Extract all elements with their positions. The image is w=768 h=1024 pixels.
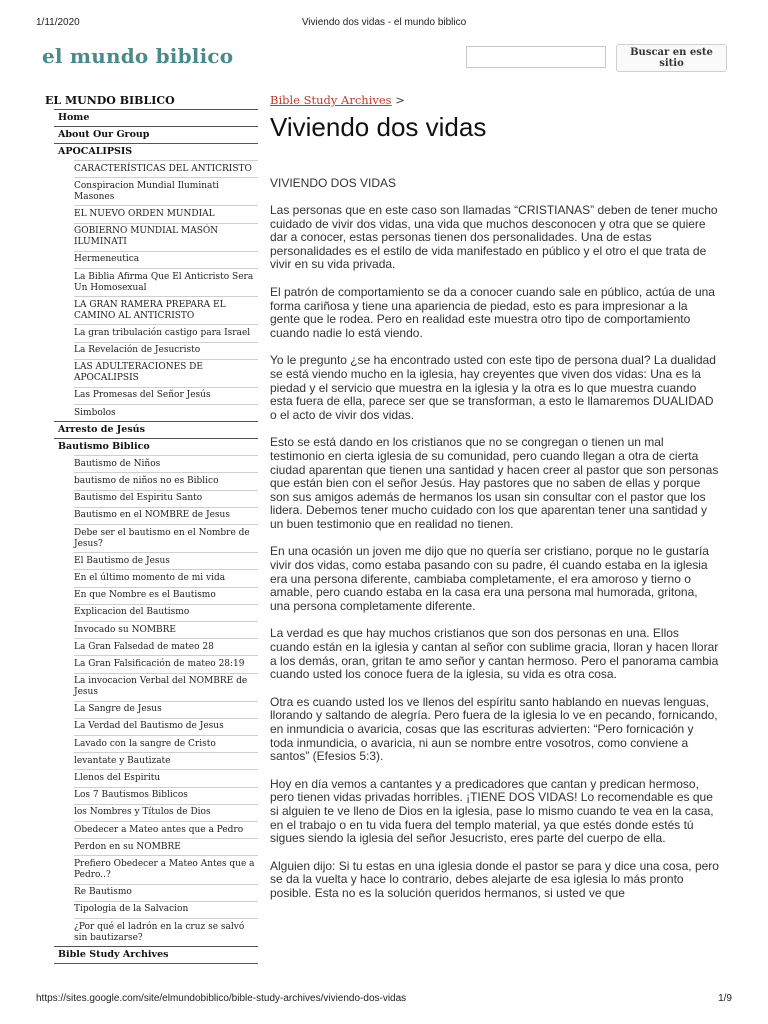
sidebar-subitem[interactable]: levantate y Bautizate: [74, 752, 258, 769]
sidebar-subitem[interactable]: La Gran Falsificación de mateo 28:19: [74, 655, 258, 672]
sidebar-subitem[interactable]: Simbolos: [74, 404, 258, 421]
sidebar-subitem[interactable]: LA GRAN RAMERA PREPARA EL CAMINO AL ANTICRISTO: [74, 296, 258, 324]
sidebar-subitem[interactable]: EL NUEVO ORDEN MUNDIAL: [74, 205, 258, 222]
sidebar-subitem[interactable]: Obedecer a Mateo antes que a Pedro: [74, 821, 258, 838]
sidebar-subitem[interactable]: ¿Por qué el ladrón en la cruz se salvó sin bautizarse?: [74, 918, 258, 946]
search-input[interactable]: [466, 46, 606, 68]
breadcrumb-link-bible-study-archives[interactable]: Bible Study Archives: [270, 93, 392, 107]
sidebar-subitem[interactable]: Explicacion del Bautismo: [74, 604, 258, 621]
sidebar-subitem[interactable]: El Bautismo de Jesus: [74, 552, 258, 569]
article-heading: VIVIENDO DOS VIDAS: [270, 176, 397, 190]
sidebar-subitem[interactable]: La Verdad del Bautismo de Jesus: [74, 718, 258, 735]
article-paragraph: Las personas que en este caso son llamadas “CRISTIANAS” deben de tener mucho cuidado de vivir dos vidas, una vida que muchos desconocen y otra que se quiere dar a conocer, estas personas tienen dos personalidades. Una de estas personalidades es el estilo de vida manifestado en público y el otro el que trata de vivir en su vida privada.: [270, 203, 718, 272]
sidebar-subitem[interactable]: LAS ADULTERACIONES DE APOCALIPSIS: [74, 359, 258, 387]
print-page-title: Viviendo dos vidas - el mundo biblico: [301, 17, 467, 28]
sidebar-subitem[interactable]: La gran tribulación castigo para Israel: [74, 324, 258, 341]
sidebar-heading: EL MUNDO BIBLICO: [45, 94, 175, 107]
print-page-number: 1/9: [718, 993, 732, 1004]
sidebar-bottom-divider: [54, 963, 258, 964]
sidebar-subitem[interactable]: Prefiero Obedecer a Mateo Antes que a Pedro..?: [74, 855, 258, 883]
article-paragraph: Esto se está dando en los cristianos que no se congregan o tienen un mal testimonio en cierta iglesia de su comunidad, pero cuando llegan a otra de cierta ciudad aparentan que tienen una santidad y hacen creer al pastor que son personas que están bien con el señor Jesús. Hay pastores que no saben de ellas y porque son sus amigos además de hermanos los usan sin consultar con el pastor que los lidera. Debemos tener mucho cuidado con los que aparentan tener una santidad y un buen testimonio que en realidad no tienen.: [270, 435, 719, 531]
article-paragraph: Yo le pregunto ¿se ha encontrado usted con este tipo de persona dual? La dualidad se está viendo mucho en la iglesia, hay creyentes que viven dos vidas: Una es la piedad y el servicio que muestra en la iglesia y la otra es lo que muestra cuando esta fuera de ella, parece ser que se transforman, a esto le llamaremos DUALIDAD o el acto de vivir dos vidas.: [270, 353, 716, 422]
print-footer: [0, 990, 768, 1010]
sidebar-item[interactable]: APOCALIPSIS: [54, 143, 258, 160]
sidebar-subitem[interactable]: Hermeneutica: [74, 251, 258, 268]
sidebar-subitem[interactable]: Perdon en su NOMBRE: [74, 838, 258, 855]
sidebar-subitem[interactable]: En el último momento de mi vida: [74, 569, 258, 586]
article-paragraph: El patrón de comportamiento se da a conocer cuando sale en público, actúa de una forma cariñosa y tiene una apariencia de piedad, esto es para impresionar a la gente que le rodea. Pero en realidad este muestra otro tipo de comportamiento cuando nadie lo está viendo.: [270, 284, 715, 340]
sidebar-subitem[interactable]: Las Promesas del Señor Jesús: [74, 387, 258, 404]
sidebar-subitem[interactable]: La Revelación de Jesucristo: [74, 342, 258, 359]
sidebar-subitem[interactable]: La Biblia Afirma Que El Anticristo Sera Un Homosexual: [74, 268, 258, 296]
print-header: [0, 0, 768, 30]
sidebar-subitem[interactable]: CARACTERÍSTICAS DEL ANTICRISTO: [74, 160, 258, 177]
sidebar-subitem[interactable]: Invocado su NOMBRE: [74, 621, 258, 638]
print-date: 1/11/2020: [36, 17, 80, 28]
article-paragraph: La verdad es que hay muchos cristianos que son dos personas en una. Ellos cuando están en la iglesia y cantan al señor con sublime gracia, lloran y hacen llorar a los demás, oran, gritan te amo señor y cantan hermoso. Pero el panorama cambia cuando usted los conoce fuera de la iglesia, su vida es otra cosa.: [270, 626, 719, 682]
article-paragraph: Alguien dijo: Si tu estas en una iglesia donde el pastor se para y dice una cosa, pero se da la vuelta y hace lo contrario, debes alejarte de esa iglesia lo más pronto posible. Esta no es la solución queridos hermanos, si usted ve que: [270, 858, 719, 900]
article-paragraph: Hoy en día vemos a cantantes y a predicadores que cantan y predican hermoso, pero tienen vidas privadas horribles. ¡TIENE DOS VIDAS! Lo recomendable es que si alguien te ve lleno de Dios en la iglesia, pase lo mismo cuando te vea en la casa, en el trabajo o en tu vida fuera del templo material, ya que estés donde estés tú sigues siendo la iglesia del señor Jesucristo, eres parte del cuerpo de ella.: [270, 776, 714, 846]
sidebar-subitem[interactable]: los Nombres y Títulos de Dios: [74, 804, 258, 821]
page-title: Viviendo dos vidas: [270, 112, 487, 142]
sidebar-subitem[interactable]: GOBIERNO MUNDIAL MASÓN ILUMINATI: [74, 223, 258, 251]
sidebar-subitem[interactable]: La invocacion Verbal del NOMBRE de Jesus: [74, 673, 258, 701]
sidebar-item[interactable]: Arresto de Jesús: [54, 421, 258, 438]
article-body: [270, 204, 720, 901]
breadcrumb-separator: >: [395, 93, 405, 107]
site-title[interactable]: el mundo biblico: [42, 44, 234, 68]
sidebar-subitem[interactable]: En que Nombre es el Bautismo: [74, 587, 258, 604]
main-content: [270, 93, 720, 901]
article-paragraph: Otra es cuando usted los ve llenos del espíritu santo hablando en nuevas lenguas, llorando y saltando de alegría. Pero fuera de la iglesia lo ve en pecando, fornicando, en inmundicia o avaricia, cosas que las escrituras advierten: “Pero fornicación y toda inmundicia, o avaricia, ni aun se nombre entre vosotros, como conviene a santos” (Efesios 5:3).: [270, 694, 718, 764]
sidebar-subitem[interactable]: Conspiracion Mundial Iluminati Masones: [74, 177, 258, 205]
sidebar-item[interactable]: Bible Study Archives: [54, 946, 258, 963]
sidebar-subitem[interactable]: Bautismo del Espiritu Santo: [74, 490, 258, 507]
sidebar-subitem[interactable]: La Sangre de Jesus: [74, 701, 258, 718]
sidebar-item[interactable]: Home: [54, 109, 258, 126]
sidebar-subitem[interactable]: Debe ser el bautismo en el Nombre de Jesus?: [74, 524, 258, 552]
sidebar-subitem[interactable]: Bautismo en el NOMBRE de Jesus: [74, 507, 258, 524]
sidebar-subitem[interactable]: Los 7 Bautismos Biblicos: [74, 787, 258, 804]
sidebar-items: [40, 109, 258, 963]
article-paragraph: En una ocasión un joven me dijo que no quería ser cristiano, porque no le gustaría vivir dos vidas, como estaba pasando con su padre, él cuando estaba en la iglesia era una persona diferente, cambiaba completamente, el era amoroso y tierno o amable, pero cuando estaba en la casa era una persona mal humorada, gritona, una persona completamente diferente.: [270, 544, 709, 613]
sidebar-subitem[interactable]: Lavado con la sangre de Cristo: [74, 735, 258, 752]
sidebar-subitem[interactable]: Tipologia de la Salvacion: [74, 901, 258, 918]
sidebar-item[interactable]: Bautismo Biblico: [54, 438, 258, 455]
sidebar-subitem[interactable]: Re Bautismo: [74, 884, 258, 901]
search-button[interactable]: Buscar en este sitio: [616, 44, 727, 72]
sidebar-subitem[interactable]: Bautismo de Niños: [74, 455, 258, 472]
breadcrumb: [270, 93, 720, 107]
sidebar-subitem[interactable]: bautismo de niños no es Biblico: [74, 472, 258, 489]
sidebar-nav: [40, 93, 258, 964]
print-url: https://sites.google.com/site/elmundobiblico/bible-study-archives/viviendo-dos-vidas: [36, 993, 407, 1004]
sidebar-subitem[interactable]: Llenos del Espiritu: [74, 769, 258, 786]
sidebar-item[interactable]: About Our Group: [54, 126, 258, 143]
sidebar-subitem[interactable]: La Gran Falsedad de mateo 28: [74, 638, 258, 655]
